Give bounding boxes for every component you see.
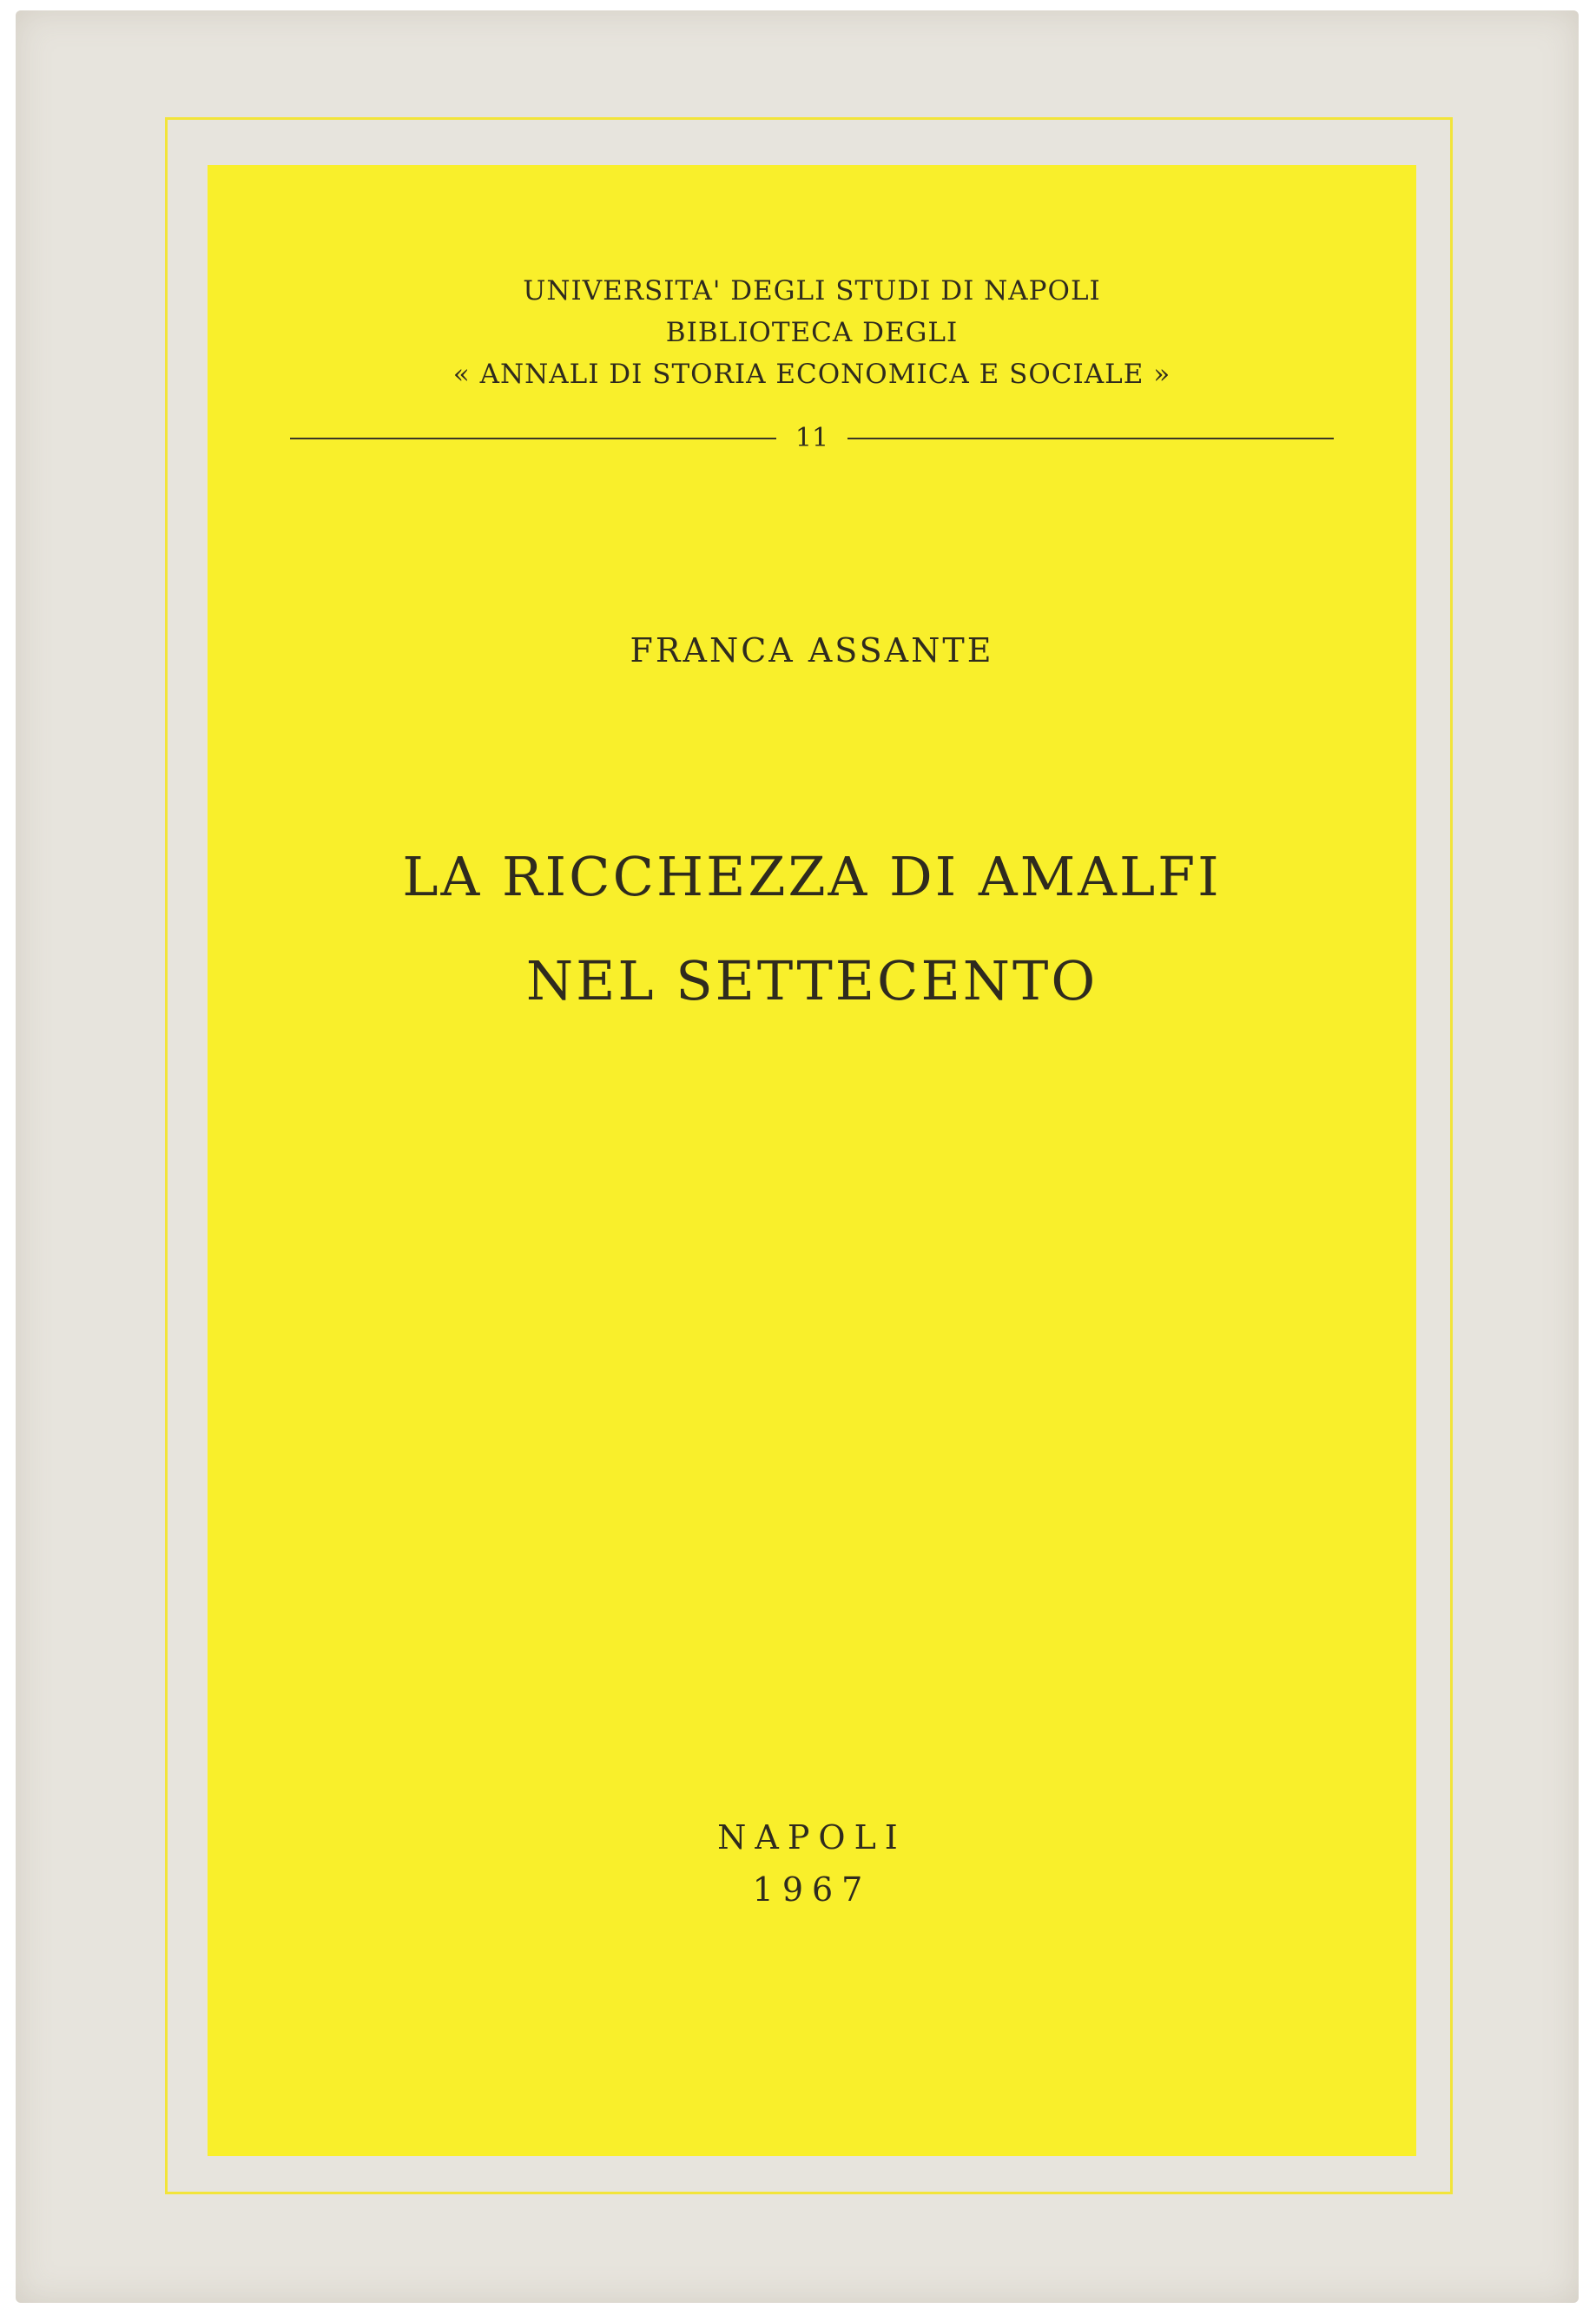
series-number-divider [290, 421, 1334, 456]
series-number: 11 [795, 423, 829, 453]
divider-rule-right [847, 438, 1334, 439]
author-name: FRANCA ASSANTE [630, 631, 994, 669]
publication-year: 1967 [752, 1870, 872, 1909]
yellow-title-panel [208, 165, 1416, 2156]
series-annals: « ANNALI DI STORIA ECONOMICA E SOCIALE » [452, 359, 1171, 390]
book-title-line-2: NEL SETTECENTO [525, 949, 1098, 1012]
book-cover [16, 10, 1579, 2303]
series-university: UNIVERSITA' DEGLI STUDI DI NAPOLI [523, 275, 1101, 307]
publication-place: NAPOLI [717, 1818, 907, 1857]
book-title-line-1: LA RICCHEZZA DI AMALFI [402, 845, 1222, 908]
series-library: BIBLIOTECA DEGLI [665, 317, 959, 348]
